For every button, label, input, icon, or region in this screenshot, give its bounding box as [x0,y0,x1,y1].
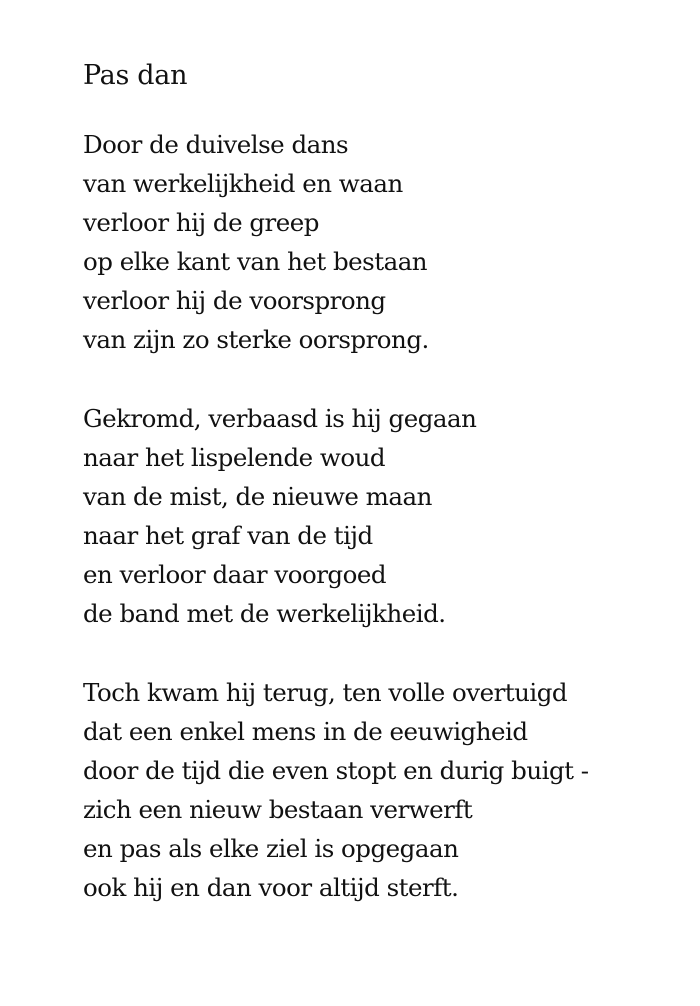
poem-line: naar het graf van de tijd [83,521,373,550]
poem-line: Door de duivelse dans [83,130,349,159]
poem-line: naar het lispelende woud [83,443,386,472]
poem [83,56,589,947]
poem-line: en pas als elke ziel is opgegaan [83,834,459,863]
poem-line: verloor hij de greep [83,208,319,237]
poem-line: de band met de werkelijkheid. [83,599,446,628]
poem-title: Pas dan [83,60,188,91]
poem-line: verloor hij de voorsprong [83,286,386,315]
poem-line: op elke kant van het bestaan [83,247,428,276]
poem-line: van de mist, de nieuwe maan [83,482,432,511]
poem-line: van werkelijkheid en waan [83,169,403,198]
poem-line: ook hij en dan voor altijd sterft. [83,873,459,902]
poem-line: Gekromd, verbaasd is hij gegaan [83,404,477,433]
stanza-1 [83,125,589,359]
poem-line: dat een enkel mens in de eeuwigheid [83,717,528,746]
poem-line: en verloor daar voorgoed [83,560,387,589]
stanza-3 [83,673,589,907]
stanza-2 [83,399,589,633]
poem-line: Toch kwam hij terug, ten volle overtuigd [83,678,568,707]
poem-line: zich een nieuw bestaan verwerft [83,795,473,824]
poem-line: van zijn zo sterke oorsprong. [83,325,429,354]
poem-line: door de tijd die even stopt en durig buigt - [83,756,589,785]
